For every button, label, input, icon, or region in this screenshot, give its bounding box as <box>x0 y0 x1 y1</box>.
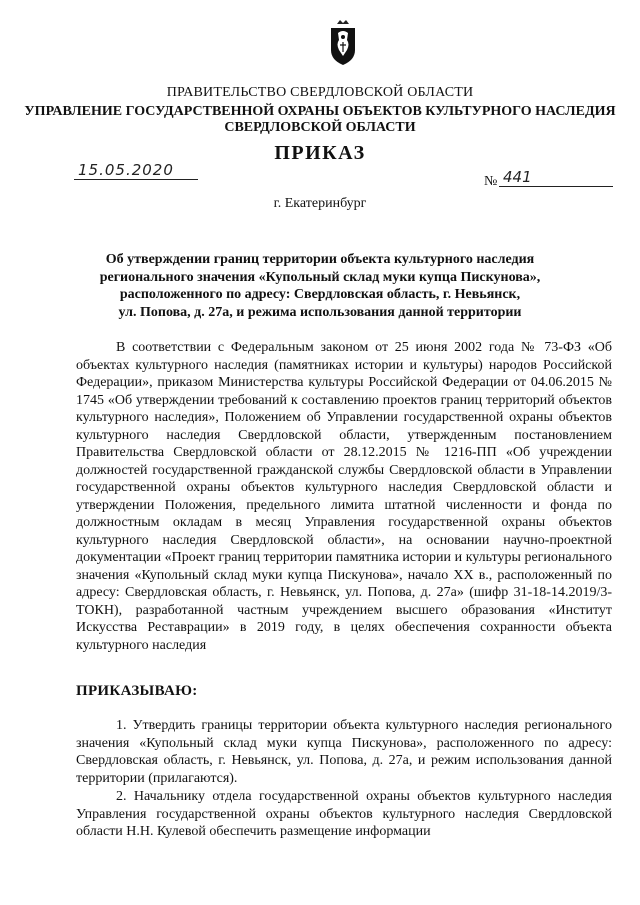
government-name: ПРАВИТЕЛЬСТВО СВЕРДЛОВСКОЙ ОБЛАСТИ <box>166 85 474 100</box>
department-line-2: СВЕРДЛОВСКОЙ ОБЛАСТИ <box>224 120 416 135</box>
order-subject <box>60 251 580 321</box>
subject-line-4: ул. Попова, д. 27а, и режима использования данной территории <box>118 304 522 320</box>
sverdlovsk-coat-of-arms-icon <box>329 20 357 66</box>
order-item-2: 2. Начальнику отдела государственной охраны объектов культурного наследия Управления государственной охраны объектов культурного наследия Свердловской области Н.Н. Кулевой обеспечить размещение информации <box>76 789 612 839</box>
department-line-1: УПРАВЛЕНИЕ ГОСУДАРСТВЕННОЙ ОХРАНЫ ОБЪЕКТОВ КУЛЬТУРНОГО НАСЛЕДИЯ <box>24 104 616 119</box>
order-number: 441 <box>499 168 613 187</box>
document-type: ПРИКАЗ <box>274 142 366 164</box>
subject-line-1: Об утверждении границ территории объекта культурного наследия <box>105 252 535 267</box>
city: г. Екатеринбург <box>273 196 367 211</box>
order-item-1: 1. Утвердить границы территории объекта культурного наследия регионального значения «Купольный склад муки купца Пискунова», расположенного по адресу: Свердловская область, г. Невьянск, ул. Попова, д. 27а, и режим использования данной территории (прилагаются). <box>76 718 612 786</box>
department-name <box>0 104 640 136</box>
preamble-paragraph: В соответствии с Федеральным законом от 25 июня 2002 года № 73-ФЗ «Об объектах культурного наследия (памятниках истории и культуры) народов Российской Федерации», приказом Министерства культуры Российской Федерации от 04.06.2015 № 1745 «Об утверждении требований к составлению проектов границ территорий объектов культурного наследия», Положением об Управлении государственной охраны объектов культурного наследия Свердловской области, утвержденным постановлением Правительства Свердловской области от 28.12.2015 № 1216-ПП «Об учреждении должностей государственной гражданской службы Свердловской области в Управлении государственной охраны объектов культурного наследия Свердловской области и утверждении Положения, предельного лимита штатной численности и фонда по должностным окладам в месяц Управления государственной охраны объектов культурного наследия Свердловской области», на основании научно-проектной документации «Проект границ территории памятника истории и культуры регионального значения «Купольный склад муки купца Пискунова», начало XX в., расположенный по адресу: Свердловская область, г. Невьянск, ул. Попова, д. 27а» (шифр 31-18-14.2019/3-ТОКН), разработанной частным учреждением высшего образования «Институт Искусства Реставрации» в 2019 году, в целях обеспечения сохранности объекта культурного наследия <box>76 340 612 653</box>
order-keyword: ПРИКАЗЫВАЮ: <box>76 683 198 699</box>
order-date: 15.05.2020 <box>74 161 198 180</box>
subject-line-2: регионального значения «Купольный склад муки купца Пискунова», <box>99 269 541 285</box>
subject-line-3: расположенного по адресу: Свердловская область, г. Невьянск, <box>119 287 521 302</box>
order-number-label: № <box>484 174 498 189</box>
